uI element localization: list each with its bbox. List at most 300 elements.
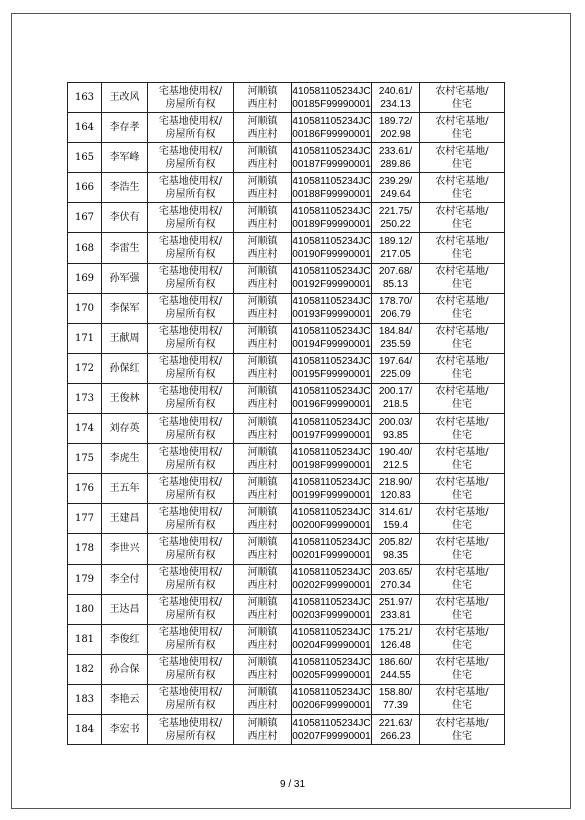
row-number-cell bbox=[68, 173, 102, 203]
cell-text: 河顺镇 bbox=[247, 717, 278, 729]
cell-text: 126.48 bbox=[380, 640, 411, 652]
cell-text: 房屋所有权 bbox=[165, 309, 216, 321]
land-use-cell bbox=[420, 654, 505, 684]
cell-text: 住宅 bbox=[452, 730, 472, 742]
owner-name-cell bbox=[102, 594, 148, 624]
cell-text: 225.09 bbox=[380, 369, 411, 381]
cell-text: 房屋所有权 bbox=[165, 369, 216, 381]
cell-text: 240.61/ bbox=[378, 85, 413, 97]
cell-text: 西庄村 bbox=[247, 249, 278, 261]
row-number-cell bbox=[68, 474, 102, 504]
location-cell bbox=[234, 143, 292, 173]
cell-text: 王献周 bbox=[109, 332, 140, 344]
cell-text: 00200F99990001 bbox=[292, 519, 371, 531]
cell-text: 00198F99990001 bbox=[292, 459, 371, 471]
cell-text: 农村宅基地/ bbox=[435, 266, 489, 278]
cell-text: 174 bbox=[74, 423, 95, 435]
cell-text: 河顺镇 bbox=[247, 416, 278, 428]
cell-text: 宅基地使用权/ bbox=[158, 326, 223, 338]
cell-text: 河顺镇 bbox=[247, 476, 278, 488]
land-use-cell bbox=[420, 444, 505, 474]
cell-text: 163 bbox=[74, 92, 95, 104]
right-type-cell bbox=[148, 714, 234, 744]
cell-text: 农村宅基地/ bbox=[435, 506, 489, 518]
cell-text: 住宅 bbox=[452, 549, 472, 561]
location-cell bbox=[234, 474, 292, 504]
cell-text: 178 bbox=[74, 543, 95, 555]
table-row bbox=[68, 624, 505, 654]
row-number-cell bbox=[68, 414, 102, 444]
right-type-cell bbox=[148, 684, 234, 714]
land-use-cell bbox=[420, 504, 505, 534]
area-cell bbox=[372, 353, 420, 383]
cell-text: 410581105234JC bbox=[292, 597, 371, 609]
right-type-cell bbox=[148, 444, 234, 474]
cell-text: 住宅 bbox=[452, 128, 472, 140]
cell-text: 410581105234JC bbox=[292, 476, 371, 488]
cell-text: 农村宅基地/ bbox=[435, 536, 489, 548]
cell-text: 宅基地使用权/ bbox=[158, 386, 223, 398]
land-use-cell bbox=[420, 263, 505, 293]
cell-text: 120.83 bbox=[380, 489, 411, 501]
row-number-cell bbox=[68, 654, 102, 684]
cell-text: 159.4 bbox=[382, 519, 409, 531]
cell-text: 李世兴 bbox=[109, 543, 140, 555]
unit-code-cell bbox=[292, 113, 372, 143]
cell-text: 410581105234JC bbox=[292, 627, 371, 639]
cell-text: 宅基地使用权/ bbox=[158, 446, 223, 458]
area-cell bbox=[372, 293, 420, 323]
land-use-cell bbox=[420, 414, 505, 444]
owner-name-cell bbox=[102, 504, 148, 534]
unit-code-cell bbox=[292, 233, 372, 263]
cell-text: 410581105234JC bbox=[292, 687, 371, 699]
cell-text: 农村宅基地/ bbox=[435, 717, 489, 729]
cell-text: 266.23 bbox=[380, 730, 411, 742]
cell-text: 410581105234JC bbox=[292, 506, 371, 518]
table-row bbox=[68, 383, 505, 413]
land-use-cell bbox=[420, 113, 505, 143]
owner-name-cell bbox=[102, 233, 148, 263]
cell-text: 孙合保 bbox=[109, 663, 140, 675]
row-number-cell bbox=[68, 293, 102, 323]
cell-text: 刘存英 bbox=[109, 423, 140, 435]
row-number-cell bbox=[68, 684, 102, 714]
unit-code-cell bbox=[292, 594, 372, 624]
unit-code-cell bbox=[292, 414, 372, 444]
unit-code-cell bbox=[292, 714, 372, 744]
cell-text: 175.21/ bbox=[378, 627, 413, 639]
cell-text: 房屋所有权 bbox=[165, 339, 216, 351]
table-row bbox=[68, 293, 505, 323]
cell-text: 189.12/ bbox=[378, 236, 413, 248]
land-use-cell bbox=[420, 624, 505, 654]
cell-text: 410581105234JC bbox=[292, 236, 371, 248]
cell-text: 00206F99990001 bbox=[292, 700, 371, 712]
cell-text: 宅基地使用权/ bbox=[158, 657, 223, 669]
cell-text: 宅基地使用权/ bbox=[158, 296, 223, 308]
cell-text: 410581105234JC bbox=[292, 145, 371, 157]
unit-code-cell bbox=[292, 143, 372, 173]
cell-text: 李宏书 bbox=[109, 724, 140, 736]
cell-text: 西庄村 bbox=[247, 519, 278, 531]
cell-text: 177 bbox=[74, 513, 95, 525]
cell-text: 孙保红 bbox=[109, 362, 140, 374]
table-row bbox=[68, 233, 505, 263]
location-cell bbox=[234, 263, 292, 293]
cell-text: 410581105234JC bbox=[292, 446, 371, 458]
table-row bbox=[68, 113, 505, 143]
row-number-cell bbox=[68, 143, 102, 173]
cell-text: 85.13 bbox=[382, 279, 409, 291]
table-row bbox=[68, 173, 505, 203]
land-use-cell bbox=[420, 353, 505, 383]
right-type-cell bbox=[148, 414, 234, 444]
unit-code-cell bbox=[292, 684, 372, 714]
unit-code-cell bbox=[292, 293, 372, 323]
location-cell bbox=[234, 383, 292, 413]
cell-text: 189.72/ bbox=[378, 115, 413, 127]
cell-text: 西庄村 bbox=[247, 549, 278, 561]
cell-text: 住宅 bbox=[452, 700, 472, 712]
cell-text: 190.40/ bbox=[378, 446, 413, 458]
owner-name-cell bbox=[102, 203, 148, 233]
cell-text: 西庄村 bbox=[247, 399, 278, 411]
location-cell bbox=[234, 594, 292, 624]
location-cell bbox=[234, 353, 292, 383]
land-use-cell bbox=[420, 534, 505, 564]
cell-text: 房屋所有权 bbox=[165, 670, 216, 682]
cell-text: 314.61/ bbox=[378, 506, 413, 518]
area-cell bbox=[372, 504, 420, 534]
row-number-cell bbox=[68, 353, 102, 383]
cell-text: 住宅 bbox=[452, 369, 472, 381]
owner-name-cell bbox=[102, 383, 148, 413]
cell-text: 王达昌 bbox=[109, 603, 140, 615]
location-cell bbox=[234, 444, 292, 474]
cell-text: 182 bbox=[74, 663, 95, 675]
cell-text: 房屋所有权 bbox=[165, 429, 216, 441]
cell-text: 205.82/ bbox=[378, 536, 413, 548]
land-use-cell bbox=[420, 143, 505, 173]
cell-text: 西庄村 bbox=[247, 339, 278, 351]
cell-text: 河顺镇 bbox=[247, 506, 278, 518]
cell-text: 河顺镇 bbox=[247, 115, 278, 127]
area-cell bbox=[372, 474, 420, 504]
unit-code-cell bbox=[292, 534, 372, 564]
cell-text: 房屋所有权 bbox=[165, 218, 216, 230]
cell-text: 宅基地使用权/ bbox=[158, 506, 223, 518]
cell-text: 00195F99990001 bbox=[292, 369, 371, 381]
owner-name-cell bbox=[102, 444, 148, 474]
row-number-cell bbox=[68, 624, 102, 654]
cell-text: 171 bbox=[74, 332, 95, 344]
owner-name-cell bbox=[102, 564, 148, 594]
cell-text: 农村宅基地/ bbox=[435, 597, 489, 609]
owner-name-cell bbox=[102, 684, 148, 714]
cell-text: 410581105234JC bbox=[292, 326, 371, 338]
owner-name-cell bbox=[102, 263, 148, 293]
cell-text: 房屋所有权 bbox=[165, 489, 216, 501]
right-type-cell bbox=[148, 504, 234, 534]
area-cell bbox=[372, 323, 420, 353]
cell-text: 244.55 bbox=[380, 670, 411, 682]
area-cell bbox=[372, 173, 420, 203]
location-cell bbox=[234, 414, 292, 444]
cell-text: 西庄村 bbox=[247, 279, 278, 291]
location-cell bbox=[234, 504, 292, 534]
owner-name-cell bbox=[102, 414, 148, 444]
cell-text: 住宅 bbox=[452, 640, 472, 652]
unit-code-cell bbox=[292, 83, 372, 113]
unit-code-cell bbox=[292, 474, 372, 504]
cell-text: 李全付 bbox=[109, 573, 140, 585]
cell-text: 住宅 bbox=[452, 580, 472, 592]
owner-name-cell bbox=[102, 534, 148, 564]
cell-text: 西庄村 bbox=[247, 309, 278, 321]
cell-text: 农村宅基地/ bbox=[435, 175, 489, 187]
table-row bbox=[68, 714, 505, 744]
area-cell bbox=[372, 83, 420, 113]
cell-text: 165 bbox=[74, 152, 95, 164]
cell-text: 王俊林 bbox=[109, 392, 140, 404]
right-type-cell bbox=[148, 594, 234, 624]
location-cell bbox=[234, 113, 292, 143]
cell-text: 李雷生 bbox=[109, 242, 140, 254]
cell-text: 183 bbox=[74, 693, 95, 705]
row-number-cell bbox=[68, 203, 102, 233]
cell-text: 221.63/ bbox=[378, 717, 413, 729]
row-number-cell bbox=[68, 444, 102, 474]
cell-text: 410581105234JC bbox=[292, 356, 371, 368]
cell-text: 河顺镇 bbox=[247, 266, 278, 278]
cell-text: 房屋所有权 bbox=[165, 128, 216, 140]
cell-text: 房屋所有权 bbox=[165, 188, 216, 200]
cell-text: 农村宅基地/ bbox=[435, 416, 489, 428]
cell-text: 宅基地使用权/ bbox=[158, 627, 223, 639]
location-cell bbox=[234, 293, 292, 323]
cell-text: 河顺镇 bbox=[247, 567, 278, 579]
cell-text: 住宅 bbox=[452, 98, 472, 110]
cell-text: 289.86 bbox=[380, 158, 411, 170]
owner-name-cell bbox=[102, 173, 148, 203]
cell-text: 197.64/ bbox=[378, 356, 413, 368]
cell-text: 西庄村 bbox=[247, 459, 278, 471]
cell-text: 170 bbox=[74, 302, 95, 314]
owner-name-cell bbox=[102, 113, 148, 143]
row-number-cell bbox=[68, 263, 102, 293]
cell-text: 住宅 bbox=[452, 309, 472, 321]
cell-text: 宅基地使用权/ bbox=[158, 205, 223, 217]
cell-text: 217.05 bbox=[380, 249, 411, 261]
cell-text: 宅基地使用权/ bbox=[158, 145, 223, 157]
cell-text: 206.79 bbox=[380, 309, 411, 321]
cell-text: 180 bbox=[74, 603, 95, 615]
cell-text: 房屋所有权 bbox=[165, 459, 216, 471]
cell-text: 00190F99990001 bbox=[292, 249, 371, 261]
cell-text: 河顺镇 bbox=[247, 145, 278, 157]
land-use-cell bbox=[420, 323, 505, 353]
owner-name-cell bbox=[102, 83, 148, 113]
unit-code-cell bbox=[292, 654, 372, 684]
cell-text: 164 bbox=[74, 122, 95, 134]
cell-text: 218.5 bbox=[382, 399, 409, 411]
cell-text: 249.64 bbox=[380, 188, 411, 200]
cell-text: 00186F99990001 bbox=[292, 128, 371, 140]
cell-text: 239.29/ bbox=[378, 175, 413, 187]
cell-text: 00196F99990001 bbox=[292, 399, 371, 411]
cell-text: 住宅 bbox=[452, 158, 472, 170]
owner-name-cell bbox=[102, 353, 148, 383]
cell-text: 农村宅基地/ bbox=[435, 236, 489, 248]
cell-text: 410581105234JC bbox=[292, 536, 371, 548]
cell-text: 西庄村 bbox=[247, 98, 278, 110]
land-use-cell bbox=[420, 293, 505, 323]
right-type-cell bbox=[148, 654, 234, 684]
area-cell bbox=[372, 203, 420, 233]
cell-text: 179 bbox=[74, 573, 95, 585]
cell-text: 李保军 bbox=[109, 302, 140, 314]
cell-text: 218.90/ bbox=[378, 476, 413, 488]
cell-text: 李浩生 bbox=[109, 182, 140, 194]
cell-text: 房屋所有权 bbox=[165, 279, 216, 291]
row-number-cell bbox=[68, 504, 102, 534]
cell-text: 173 bbox=[74, 392, 95, 404]
cell-text: 410581105234JC bbox=[292, 205, 371, 217]
cell-text: 住宅 bbox=[452, 489, 472, 501]
location-cell bbox=[234, 684, 292, 714]
cell-text: 西庄村 bbox=[247, 369, 278, 381]
cell-text: 西庄村 bbox=[247, 640, 278, 652]
unit-code-cell bbox=[292, 203, 372, 233]
table-row bbox=[68, 594, 505, 624]
cell-text: 农村宅基地/ bbox=[435, 687, 489, 699]
cell-text: 农村宅基地/ bbox=[435, 567, 489, 579]
cell-text: 西庄村 bbox=[247, 489, 278, 501]
cell-text: 房屋所有权 bbox=[165, 730, 216, 742]
right-type-cell bbox=[148, 173, 234, 203]
cell-text: 宅基地使用权/ bbox=[158, 115, 223, 127]
right-type-cell bbox=[148, 263, 234, 293]
cell-text: 房屋所有权 bbox=[165, 249, 216, 261]
row-number-cell bbox=[68, 534, 102, 564]
owner-name-cell bbox=[102, 624, 148, 654]
cell-text: 住宅 bbox=[452, 339, 472, 351]
area-cell bbox=[372, 564, 420, 594]
cell-text: 西庄村 bbox=[247, 188, 278, 200]
cell-text: 234.13 bbox=[380, 98, 411, 110]
cell-text: 410581105234JC bbox=[292, 266, 371, 278]
location-cell bbox=[234, 323, 292, 353]
cell-text: 00194F99990001 bbox=[292, 339, 371, 351]
cell-text: 235.59 bbox=[380, 339, 411, 351]
location-cell bbox=[234, 654, 292, 684]
right-type-cell bbox=[148, 474, 234, 504]
cell-text: 住宅 bbox=[452, 670, 472, 682]
right-type-cell bbox=[148, 624, 234, 654]
cell-text: 房屋所有权 bbox=[165, 519, 216, 531]
cell-text: 河顺镇 bbox=[247, 175, 278, 187]
cell-text: 186.60/ bbox=[378, 657, 413, 669]
cell-text: 202.98 bbox=[380, 128, 411, 140]
land-use-cell bbox=[420, 203, 505, 233]
cell-text: 233.61/ bbox=[378, 145, 413, 157]
right-type-cell bbox=[148, 353, 234, 383]
unit-code-cell bbox=[292, 504, 372, 534]
cell-text: 农村宅基地/ bbox=[435, 446, 489, 458]
land-use-cell bbox=[420, 684, 505, 714]
table-row bbox=[68, 143, 505, 173]
right-type-cell bbox=[148, 143, 234, 173]
row-number-cell bbox=[68, 383, 102, 413]
cell-text: 房屋所有权 bbox=[165, 580, 216, 592]
area-cell bbox=[372, 143, 420, 173]
cell-text: 西庄村 bbox=[247, 218, 278, 230]
table-row bbox=[68, 323, 505, 353]
cell-text: 宅基地使用权/ bbox=[158, 476, 223, 488]
owner-name-cell bbox=[102, 714, 148, 744]
cell-text: 00192F99990001 bbox=[292, 279, 371, 291]
cell-text: 住宅 bbox=[452, 459, 472, 471]
cell-text: 农村宅基地/ bbox=[435, 627, 489, 639]
cell-text: 李伏有 bbox=[109, 212, 140, 224]
row-number-cell bbox=[68, 113, 102, 143]
cell-text: 176 bbox=[74, 483, 95, 495]
land-use-cell bbox=[420, 474, 505, 504]
cell-text: 00188F99990001 bbox=[292, 188, 371, 200]
location-cell bbox=[234, 564, 292, 594]
cell-text: 410581105234JC bbox=[292, 717, 371, 729]
cell-text: 房屋所有权 bbox=[165, 399, 216, 411]
cell-text: 农村宅基地/ bbox=[435, 145, 489, 157]
unit-code-cell bbox=[292, 263, 372, 293]
unit-code-cell bbox=[292, 323, 372, 353]
cell-text: 410581105234JC bbox=[292, 85, 371, 97]
unit-code-cell bbox=[292, 444, 372, 474]
cell-text: 00205F99990001 bbox=[292, 670, 371, 682]
cell-text: 房屋所有权 bbox=[165, 700, 216, 712]
cell-text: 住宅 bbox=[452, 610, 472, 622]
cell-text: 西庄村 bbox=[247, 580, 278, 592]
cell-text: 00202F99990001 bbox=[292, 580, 371, 592]
unit-code-cell bbox=[292, 564, 372, 594]
cell-text: 李存孝 bbox=[109, 122, 140, 134]
right-type-cell bbox=[148, 203, 234, 233]
unit-code-cell bbox=[292, 173, 372, 203]
cell-text: 李艳云 bbox=[109, 693, 140, 705]
cell-text: 王建昌 bbox=[109, 513, 140, 525]
area-cell bbox=[372, 534, 420, 564]
area-cell bbox=[372, 654, 420, 684]
right-type-cell bbox=[148, 383, 234, 413]
cell-text: 房屋所有权 bbox=[165, 549, 216, 561]
area-cell bbox=[372, 383, 420, 413]
cell-text: 农村宅基地/ bbox=[435, 205, 489, 217]
cell-text: 167 bbox=[74, 212, 95, 224]
cell-text: 河顺镇 bbox=[247, 386, 278, 398]
cell-text: 00187F99990001 bbox=[292, 158, 371, 170]
row-number-cell bbox=[68, 564, 102, 594]
right-type-cell bbox=[148, 113, 234, 143]
cell-text: 410581105234JC bbox=[292, 175, 371, 187]
cell-text: 宅基地使用权/ bbox=[158, 85, 223, 97]
cell-text: 宅基地使用权/ bbox=[158, 717, 223, 729]
cell-text: 184.84/ bbox=[378, 326, 413, 338]
cell-text: 农村宅基地/ bbox=[435, 326, 489, 338]
cell-text: 00197F99990001 bbox=[292, 429, 371, 441]
cell-text: 西庄村 bbox=[247, 610, 278, 622]
cell-text: 77.39 bbox=[382, 700, 409, 712]
